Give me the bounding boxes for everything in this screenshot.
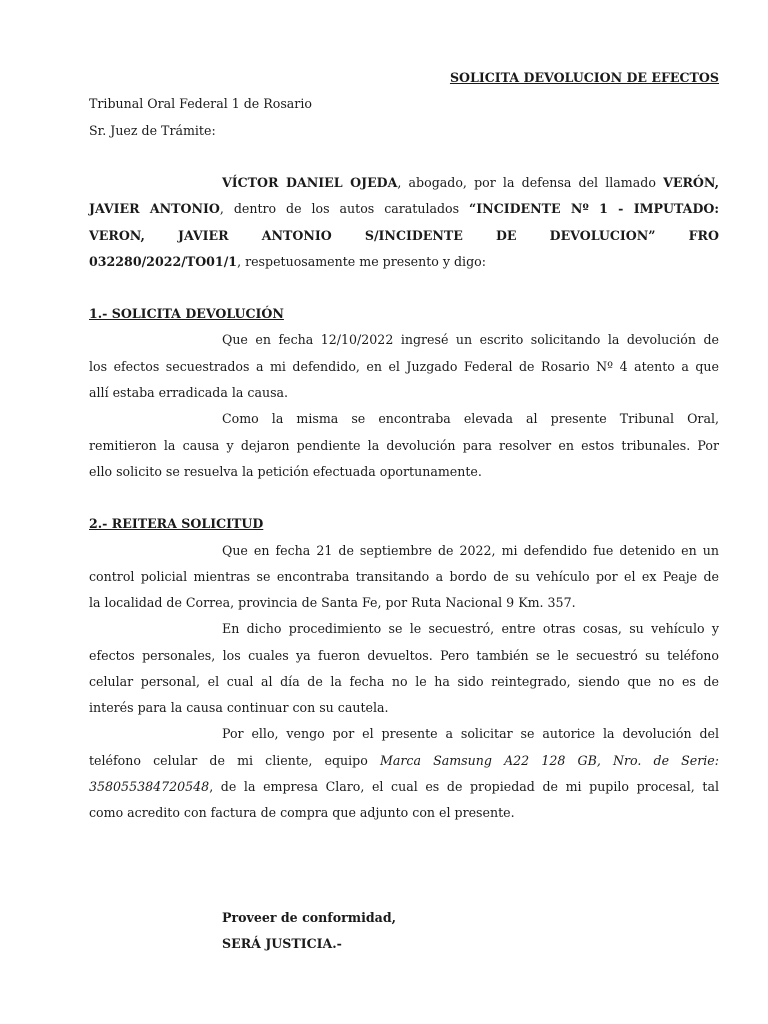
section-1-heading: 1.- SOLICITA DEVOLUCIÓN [89, 306, 284, 321]
paragraph-line: efectos personales, los cuales ya fueron devueltos. Pero también se le secuestró su teléfono [89, 648, 719, 663]
paragraph-line: remitieron la causa y dejaron pendiente la devolución para resolver en estos tribunales. Por [89, 438, 719, 453]
intro-line-2 [89, 200, 719, 218]
court-name: Tribunal Oral Federal 1 de Rosario [89, 96, 312, 111]
case-title: “INCIDENTE Nº 1 - IMPUTADO: [469, 201, 719, 216]
intro-text: , respetuosamente me presento y digo: [237, 254, 486, 269]
file-number: 032280/2022/TO01/1 [89, 254, 238, 269]
paragraph-line [89, 752, 719, 770]
closing-line: Proveer de conformidad, [222, 910, 397, 925]
device-serial: 358055384720548 [89, 779, 210, 794]
client-surname: VERÓN, [663, 175, 719, 190]
paragraph-line: la localidad de Correa, provincia de Santa Fe, por Ruta Nacional 9 Km. 357. [89, 595, 576, 610]
paragraph-line: allí estaba erradicada la causa. [89, 385, 289, 400]
paragraph-line: como acredito con factura de compra que adjunto con el presente. [89, 805, 515, 820]
paragraph-line: En dicho procedimiento se le secuestró, entre otras cosas, su vehículo y [222, 621, 719, 636]
paragraph-line: interés para la causa continuar con su cautela. [89, 700, 389, 715]
intro-text: , abogado, por la defensa del llamado [397, 175, 664, 190]
paragraph-line [89, 778, 719, 796]
document-title: SOLICITA DEVOLUCION DE EFECTOS [449, 70, 719, 85]
paragraph-line: Por ello, vengo por el presente a solicitar se autorice la devolución del [222, 726, 719, 741]
device-text: , de la empresa Claro, el cual es de propiedad de mi pupilo procesal, tal [209, 779, 719, 794]
closing-justicia: SERÁ JUSTICIA.- [222, 936, 342, 951]
paragraph-line: los efectos secuestrados a mi defendido, en el Juzgado Federal de Rosario Nº 4 atento a que [89, 359, 719, 374]
paragraph-line: ello solicito se resuelva la petición efectuada oportunamente. [89, 464, 482, 479]
lawyer-name: VÍCTOR DANIEL OJEDA [222, 175, 398, 190]
client-name: JAVIER ANTONIO [89, 201, 220, 216]
salutation: Sr. Juez de Trámite: [89, 123, 216, 138]
intro-line-4 [89, 253, 719, 271]
paragraph-line: Que en fecha 21 de septiembre de 2022, mi defendido fue detenido en un [222, 543, 719, 558]
intro-line-3 [89, 227, 719, 245]
case-title-continued: VERON, JAVIER ANTONIO S/INCIDENTE DE DEVOLUCION” FRO [89, 228, 719, 243]
intro-line-1 [222, 174, 719, 192]
device-text: teléfono celular de mi cliente, equipo [89, 753, 380, 768]
device-model: Marca Samsung A22 128 GB, Nro. de Serie: [379, 753, 719, 768]
intro-text: , dentro de los autos caratulados [219, 201, 470, 216]
paragraph-line: Como la misma se encontraba elevada al presente Tribunal Oral, [222, 411, 719, 426]
paragraph-line: celular personal, el cual al día de la fecha no le ha sido reintegrado, siendo que no es de [89, 674, 719, 689]
paragraph-line: Que en fecha 12/10/2022 ingresé un escrito solicitando la devolución de [222, 332, 719, 347]
paragraph-line: control policial mientras se encontraba transitando a bordo de su vehículo por el ex Peaje de [89, 569, 719, 584]
section-2-heading: 2.- REITERA SOLICITUD [89, 516, 264, 531]
